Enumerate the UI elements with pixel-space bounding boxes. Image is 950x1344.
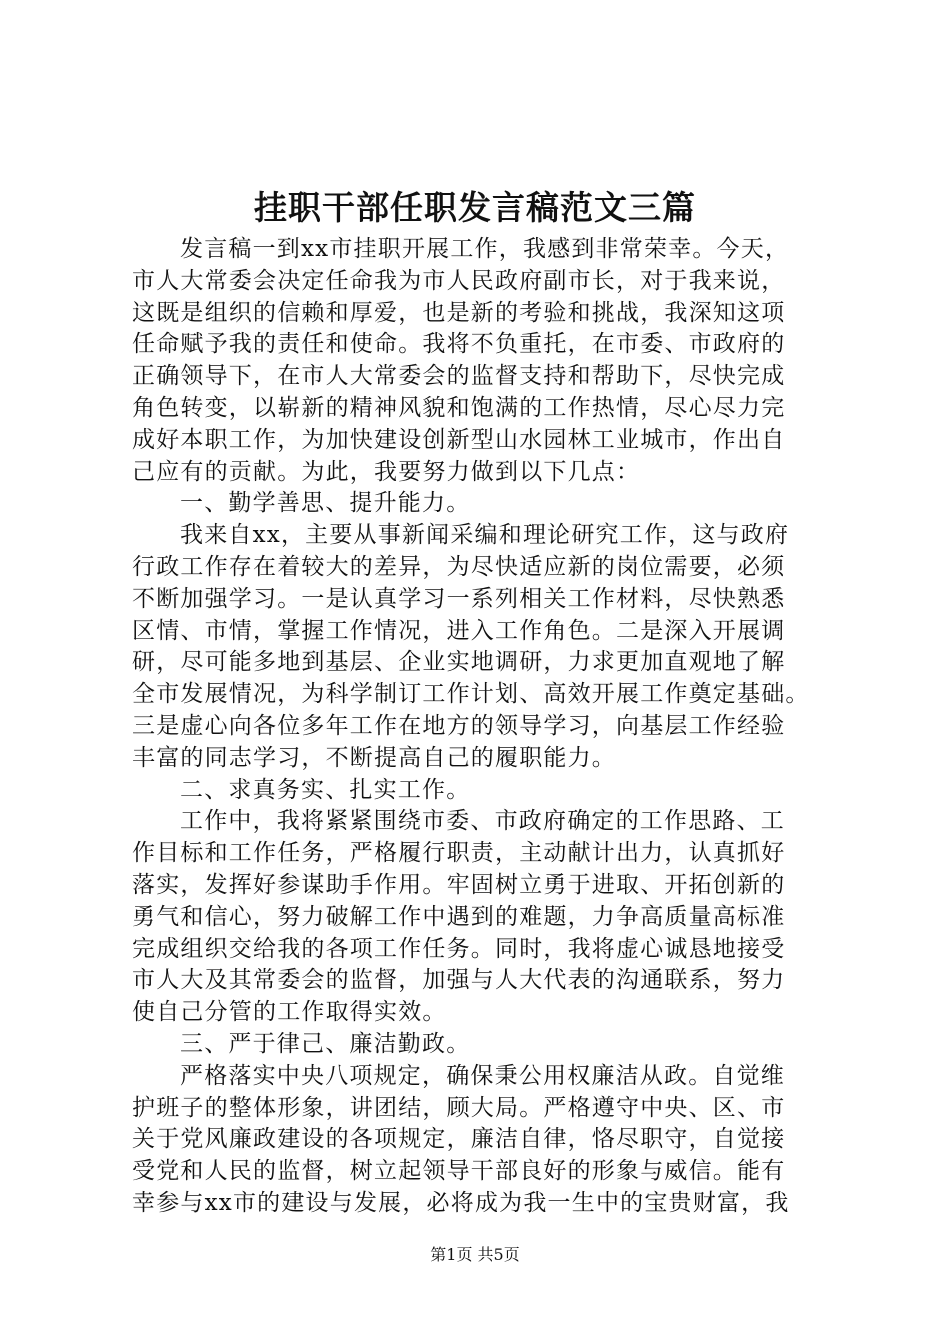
section-heading-1: 一、勤学善思、提升能力。 xyxy=(180,490,471,517)
page-footer: 第1页 共5页 xyxy=(430,1245,520,1264)
text-line: 角色转变，以崭新的精神风貌和饱满的工作热情，尽心尽力完 xyxy=(132,394,786,421)
text-line: 这既是组织的信赖和厚爱，也是新的考验和挑战，我深知这项 xyxy=(132,299,786,326)
text-line: 市人大及其常委会的监督，加强与人大代表的沟通联系，努力 xyxy=(132,967,786,994)
text-line: 丰富的同志学习，不断提高自己的履职能力。 xyxy=(132,744,616,771)
text-line: 发言稿一到xx市挂职开展工作，我感到非常荣幸。今天， xyxy=(180,236,790,262)
text-line: 勇气和信心，努力破解工作中遇到的难题，力争高质量高标准 xyxy=(132,903,786,930)
document-body xyxy=(132,234,832,1220)
section-heading-2: 二、求真务实、扎实工作。 xyxy=(180,776,471,803)
text-line: 成好本职工作，为加快建设创新型山水园林工业城市，作出自 xyxy=(132,426,786,453)
text-line: 三是虚心向各位多年工作在地方的领导学习，向基层工作经验 xyxy=(132,712,786,739)
text-line: 作目标和工作任务，严格履行职责，主动献计出力，认真抓好 xyxy=(132,840,786,867)
text-line: 研，尽可能多地到基层、企业实地调研，力求更加直观地了解 xyxy=(132,649,786,676)
text-line: 全市发展情况，为科学制订工作计划、高效开展工作奠定基础。 xyxy=(132,681,810,708)
text-line: 落实，发挥好参谋助手作用。牢固树立勇于进取、开拓创新的 xyxy=(132,871,786,898)
text-line: 受党和人民的监督，树立起领导干部良好的形象与威信。能有 xyxy=(132,1158,786,1185)
text-line: 区情、市情，掌握工作情况，进入工作角色。二是深入开展调 xyxy=(132,617,786,644)
text-line: 不断加强学习。一是认真学习一系列相关工作材料，尽快熟悉 xyxy=(132,585,786,612)
text-line: 行政工作存在着较大的差异，为尽快适应新的岗位需要，必须 xyxy=(132,553,786,580)
text-line: 关于党风廉政建设的各项规定，廉洁自律，恪尽职守，自觉接 xyxy=(132,1126,786,1153)
text-line: 工作中，我将紧紧围绕市委、市政府确定的工作思路、工 xyxy=(180,808,785,835)
text-line: 市人大常委会决定任命我为市人民政府副市长，对于我来说， xyxy=(132,267,786,294)
section-heading-3: 三、严于律己、廉洁勤政。 xyxy=(180,1030,471,1057)
text-line: 完成组织交给我的各项工作任务。同时，我将虚心诚恳地接受 xyxy=(132,935,786,962)
text-line: 己应有的贡献。为此，我要努力做到以下几点： xyxy=(132,458,641,485)
text-line: 正确领导下，在市人大常委会的监督支持和帮助下，尽快完成 xyxy=(132,363,786,390)
text-line: 使自己分管的工作取得实效。 xyxy=(132,999,447,1026)
text-line: 我来自xx，主要从事新闻采编和理论研究工作，这与政府 xyxy=(180,522,790,549)
text-line: 护班子的整体形象，讲团结，顾大局。严格遵守中央、区、市 xyxy=(132,1094,786,1121)
text-line: 严格落实中央八项规定，确保秉公用权廉洁从政。自觉维 xyxy=(180,1062,785,1089)
text-line: 任命赋予我的责任和使命。我将不负重托，在市委、市政府的 xyxy=(132,331,786,358)
text-line: 幸参与xx市的建设与发展，必将成为我一生中的宝贵财富，我 xyxy=(132,1189,790,1216)
document-title: 挂职干部任职发言稿范文三篇 xyxy=(254,188,696,227)
